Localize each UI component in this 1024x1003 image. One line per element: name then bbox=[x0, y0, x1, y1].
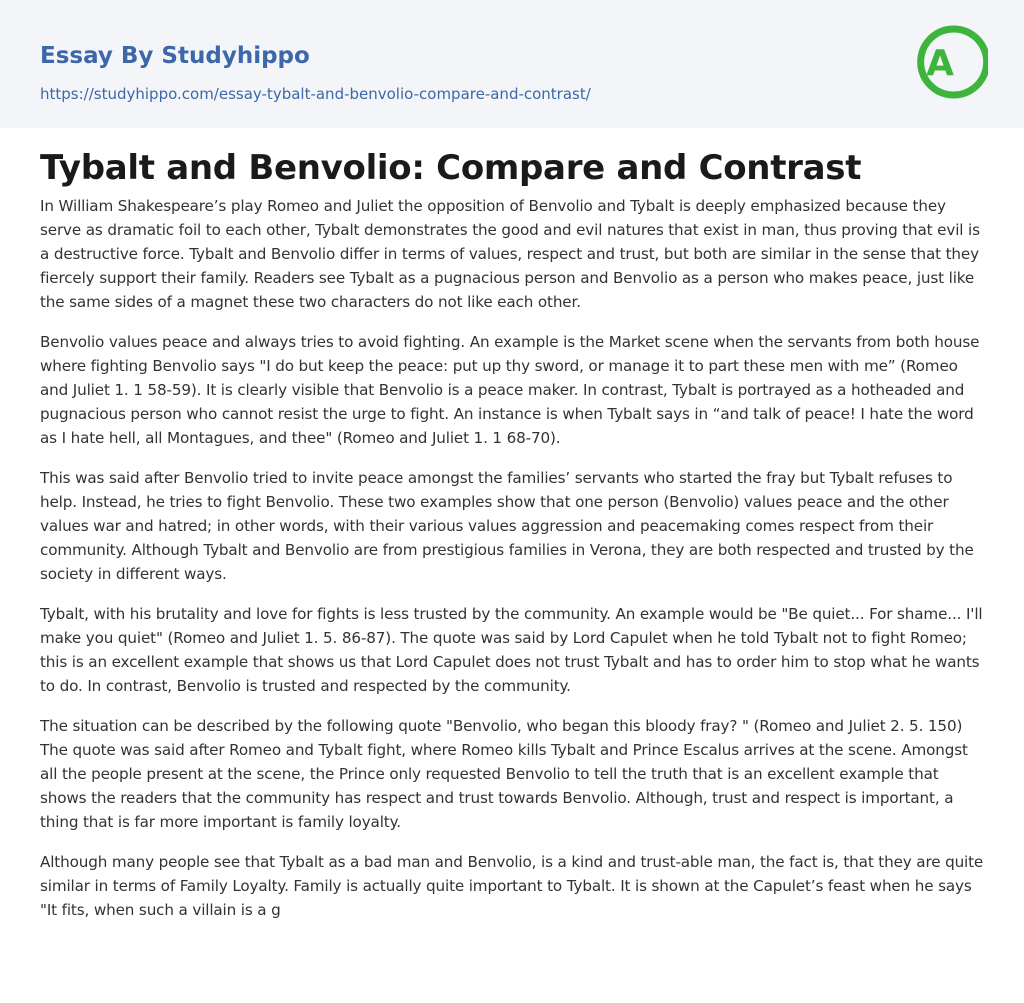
essay-paragraph: Tybalt, with his brutality and love for fights is less trusted by the community. An example would be "Be quiet... For shame... I'll make you quiet" (Romeo and Juliet 1. 5. 86-87). The quote was said by Lord Capulet when he told Tybalt not to fight Romeo; this is an excellent example that shows us that Lord Capulet does not trust Tybalt and has to order him to stop what he wants to do. In contrast, Benvolio is trusted and respected by the community. bbox=[40, 605, 983, 695]
essay-paragraph: Benvolio values peace and always tries to avoid fighting. An example is the Market scene when the servants from both house where fighting Benvolio says "I do but keep the peace: put up thy sword, or manage it to part these men with me” (Romeo and Juliet 1. 1 58-59). It is clearly visible that Benvolio is a peace maker. In contrast, Tybalt is portrayed as a hotheaded and pugnacious person who cannot resist the urge to fight. An instance is when Tybalt says in “and talk of peace! I hate the word as I hate hell, all Montagues, and thee" (Romeo and Juliet 1. 1 68-70). bbox=[40, 333, 980, 447]
essay-paragraph: In William Shakespeare’s play Romeo and Juliet the opposition of Benvolio and Tybalt is deeply emphasized because they serve as dramatic foil to each other, Tybalt demonstrates the good and evil natures that exist in man, thus proving that evil is a destructive force. Tybalt and Benvolio differ in terms of values, respect and trust, but both are similar in the sense that they fiercely support their family. Readers see Tybalt as a pugnacious person and Benvolio as a person who makes peace, just like the same sides of a magnet these two characters do not like each other. bbox=[40, 197, 980, 311]
essay-title: Tybalt and Benvolio: Compare and Contrast bbox=[40, 148, 862, 188]
essay-paragraph: Although many people see that Tybalt as a bad man and Benvolio, is a kind and trust-able man, the fact is, that they are quite similar in terms of Family Loyalty. Family is actually quite important to Tybalt. It is shown at the Capulet’s feast when he says "It fits, when such a villain is a g bbox=[40, 853, 984, 919]
site-header bbox=[0, 0, 1024, 128]
essay-paragraph: This was said after Benvolio tried to invite peace amongst the families’ servants who started the fray but Tybalt refuses to help. Instead, he tries to fight Benvolio. These two examples show that one person (Benvolio) values peace and the other values war and hatred; in other words, with their various values aggression and peacemaking comes respect from their community. Although Tybalt and Benvolio are from prestigious families in Verona, they are both respected and trusted by the society in different ways. bbox=[40, 469, 974, 583]
site-brand[interactable]: Essay By Studyhippo bbox=[40, 43, 310, 69]
essay-url-link[interactable]: https://studyhippo.com/essay-tybalt-and-benvolio-compare-and-contrast/ bbox=[40, 85, 591, 103]
logo-letter: A bbox=[926, 43, 954, 84]
essay-paragraph: The situation can be described by the following quote "Benvolio, who began this bloody fray? " (Romeo and Juliet 2. 5. 150) The quote was said after Romeo and Tybalt fight, where Romeo kills Tybalt and Prince Escalus arrives at the scene. Amongst all the people present at the scene, the Prince only requested Benvolio to tell the truth that is an excellent example that shows the readers that the community has respect and trust towards Benvolio. Although, trust and respect is important, a thing that is far more important is family loyalty. bbox=[40, 717, 968, 831]
essay-body bbox=[40, 194, 984, 938]
studyhippo-logo-icon[interactable] bbox=[912, 18, 988, 106]
